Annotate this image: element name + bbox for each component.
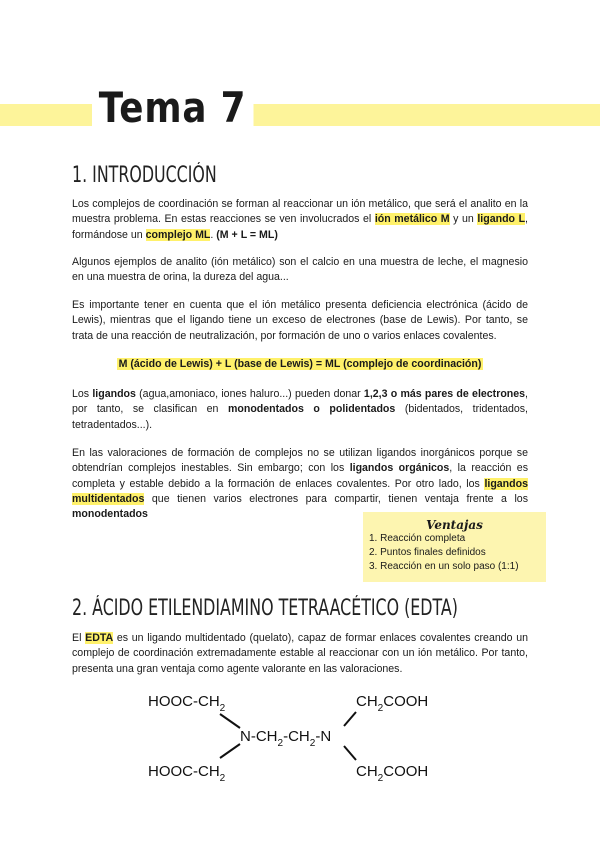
text: Los complejos de coordinación se forman al reaccionar un ión metálico, que será el analito en la muestra problema. En estas reacciones se ven involucrados el bbox=[72, 198, 528, 226]
advantage-item: 3. Reacción en un solo paso (1:1) bbox=[369, 561, 519, 572]
bold-term: monodentados o polidentados bbox=[227, 403, 396, 416]
text: y un bbox=[449, 213, 478, 226]
text: , por tanto, se clasifican en bbox=[72, 388, 528, 416]
intro-paragraph-1 bbox=[72, 197, 528, 243]
text: , la reacción es completa y estable debido a la formación de enlaces covalentes. Por otro lado, los bbox=[72, 462, 528, 490]
lewis-equation-text: M (ácido de Lewis) + L (base de Lewis) = ML (complejo de coordinación) bbox=[118, 358, 482, 370]
text: (bidentados, tridentados, tetradentados...). bbox=[72, 403, 528, 431]
ch2cooh-bottom: $CH_2COOH$ bbox=[356, 763, 429, 784]
lewis-equation bbox=[72, 358, 528, 370]
title-highlight-band bbox=[0, 104, 600, 126]
edta-paragraph bbox=[72, 631, 528, 677]
bold-term: monodentados bbox=[72, 508, 148, 521]
text: (agua,amoniaco, iones haluro...) pueden donar bbox=[135, 388, 364, 400]
text: es un ligando multidentado (quelato), capaz de formar enlaces covalentes creando un complejo de coordinación extremadamente estable al reaccionar con un ión metálico. Por tanto, presenta una gran ventaja como agente valorante en las valoraciones. bbox=[72, 632, 528, 675]
highlight-edta: EDTA bbox=[85, 632, 114, 644]
text: , formándose un bbox=[72, 213, 528, 241]
highlight-metal-ion: ión metálico M bbox=[374, 213, 450, 226]
highlight-ligand: ligando L bbox=[477, 213, 526, 226]
text: que tienen varios electrones para compartir, tienen ventaja frente a los bbox=[144, 492, 528, 505]
bold-term: ligandos orgánicos bbox=[349, 462, 450, 475]
hooc-ch2-bottom: HOOC-$CH_2$ bbox=[148, 763, 226, 784]
bond-line bbox=[220, 744, 240, 758]
intro-paragraph-4 bbox=[72, 387, 528, 433]
bold-term: ligandos bbox=[92, 388, 136, 400]
hooc-ch2-top: HOOC-$CH_2$ bbox=[148, 693, 226, 714]
section-heading-introduction: 1. INTRODUCCIÓN bbox=[72, 163, 217, 188]
text: En las valoraciones de formación de complejos no se utilizan ligandos inorgánicos porque se obtendrían complejos inestables. Sin embargo; con los bbox=[72, 447, 528, 475]
intro-paragraph-5 bbox=[72, 446, 528, 522]
bond-line bbox=[344, 712, 356, 726]
page-title: Tema 7 bbox=[92, 80, 253, 136]
reaction-formula: (M + L = ML) bbox=[216, 228, 278, 241]
text: . bbox=[210, 228, 217, 241]
advantages-box bbox=[363, 512, 546, 582]
ch2cooh-top: $CH_2COOH$ bbox=[356, 693, 429, 714]
bond-line bbox=[344, 746, 356, 760]
advantage-item: 1. Reacción completa bbox=[369, 533, 466, 544]
bond-line bbox=[220, 714, 240, 728]
advantages-list bbox=[369, 532, 519, 574]
intro-paragraph-2: Algunos ejemplos de analito (ión metálico) son el calcio en una muestra de leche, el magnesio en una muestra de orina, la dureza del agua... bbox=[72, 256, 528, 284]
section-heading-edta: 2. ÁCIDO ETILENDIAMINO TETRAACÉTICO (EDTA) bbox=[72, 596, 458, 621]
ethylenediamine-chain: $N-CH_2-CH_2-N$ bbox=[240, 728, 332, 749]
text: Los bbox=[72, 388, 93, 400]
edta-structure-diagram bbox=[140, 684, 460, 784]
highlight-complex: complejo ML bbox=[145, 228, 211, 241]
highlight-multidentate: ligandos multidentados bbox=[72, 477, 528, 505]
advantage-item: 2. Puntos finales definidos bbox=[369, 547, 486, 558]
advantages-title: Ventajas bbox=[426, 518, 483, 532]
text: El bbox=[72, 632, 86, 644]
bold-term: 1,2,3 o más pares de electrones bbox=[363, 388, 526, 400]
intro-paragraph-3: Es importante tener en cuenta que el ión metálico presenta deficiencia electrónica (ácido de Lewis), mientras que el ligando tiene un exceso de electrones (base de Lewis). Por tanto, se trata de una reacción de neutralización, por formación de uno o varios enlaces covalentes. bbox=[72, 299, 528, 342]
